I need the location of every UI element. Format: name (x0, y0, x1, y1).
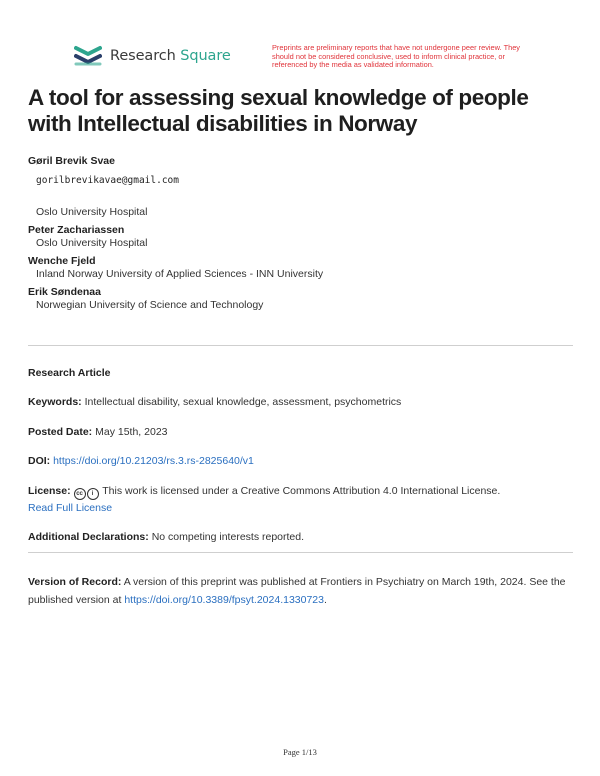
author-affiliation: Oslo University Hospital (36, 237, 148, 249)
additional-declarations (28, 529, 573, 545)
license (28, 483, 573, 516)
author-name: Gøril Brevik Svae (28, 155, 115, 167)
author-email[interactable]: gorilbrevikavae@gmail.com (36, 175, 179, 186)
declarations-label: Additional Declarations: (28, 531, 149, 543)
keywords (28, 394, 573, 410)
by-icon: i (87, 488, 99, 500)
cc-icon: cc (74, 488, 86, 500)
article-title: A tool for assessing sexual knowledge of people with Intellectual disabilities in Norway (28, 85, 529, 136)
license-text: This work is licensed under a Creative Commons Attribution 4.0 International License. (102, 485, 501, 497)
doi-label: DOI: (28, 455, 51, 467)
posted-date-label: Posted Date: (28, 426, 93, 438)
preprint-disclaimer: Preprints are preliminary reports that have not undergone peer review. They should not be considered conclusive, used to inform clinical practice, or referenced by the media as validated information. (272, 43, 520, 70)
vor-text: A version of this preprint was published at Frontiers in Psychiatry on March 19th, 2024. See the published version at (28, 576, 566, 606)
declarations-value: No competing interests reported. (151, 531, 305, 543)
brand-name: Research Square (110, 48, 231, 64)
author-name: Peter Zachariassen (28, 224, 125, 236)
keywords-value: Intellectual disability, sexual knowledge, assessment, psychometrics (84, 396, 402, 408)
divider (28, 345, 573, 346)
vor-label: Version of Record: (28, 576, 122, 588)
vor-link[interactable]: https://doi.org/10.3389/fpsyt.2024.1330723 (124, 594, 324, 606)
posted-date (28, 424, 573, 440)
version-of-record: Version of Record: A version of this preprint was published at Frontiers in Psychiatry on March 19th, 2024. See the published version at https://doi.org/10.3389/fpsyt.2024.1330723. (28, 576, 566, 606)
doi (28, 453, 573, 469)
license-label: License: (28, 485, 71, 497)
read-full-license-link[interactable]: Read Full License (28, 502, 113, 514)
divider (28, 552, 573, 553)
author-affiliation: Inland Norway University of Applied Sciences - INN University (36, 268, 324, 280)
author-list (28, 155, 568, 317)
doi-link[interactable]: https://doi.org/10.21203/rs.3.rs-2825640/v1 (53, 455, 254, 467)
author-name: Erik Søndenaa (28, 286, 101, 298)
research-square-logo[interactable] (74, 45, 231, 67)
article-type: Research Article (28, 367, 111, 379)
author-affiliation: Oslo University Hospital (36, 206, 148, 218)
posted-date-value: May 15th, 2023 (95, 426, 168, 438)
page-number: Page 1/13 (283, 747, 317, 757)
author-affiliation: Norwegian University of Science and Technology (36, 299, 264, 311)
research-square-logo-icon (74, 45, 102, 67)
keywords-label: Keywords: (28, 396, 82, 408)
author-name: Wenche Fjeld (28, 255, 96, 267)
